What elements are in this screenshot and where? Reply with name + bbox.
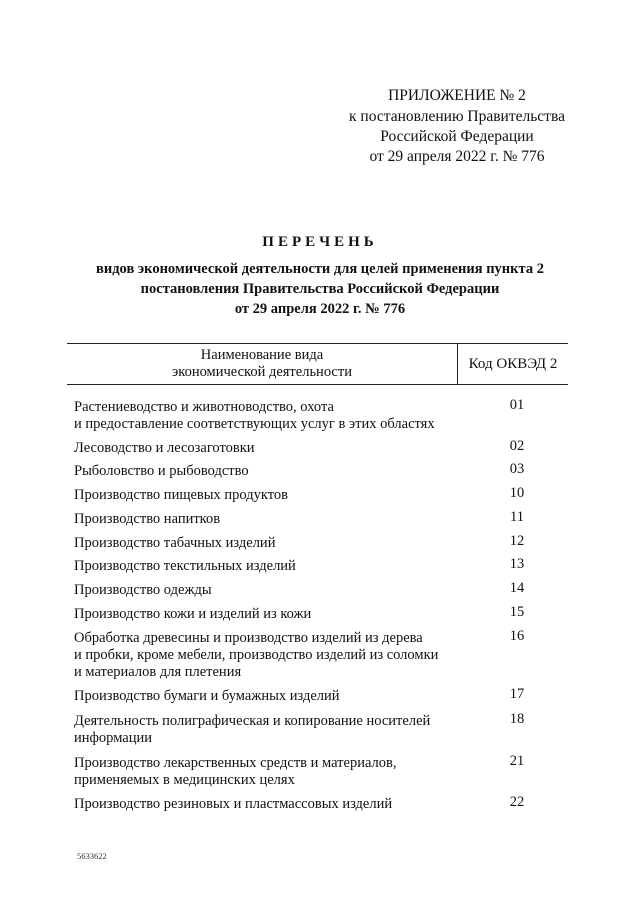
okved-code: 13 <box>509 556 525 572</box>
activity-name: Производство кожи и изделий из кожи <box>74 606 312 622</box>
header-code-cell: Код ОКВЭД 2 <box>468 356 558 372</box>
okved-code: 12 <box>509 533 525 549</box>
activity-name: Производство резиновых и пластмассовых изделий <box>74 796 393 812</box>
activity-name: Производство одежды <box>74 582 212 598</box>
okved-code: 01 <box>509 397 525 413</box>
okved-code: 03 <box>509 461 525 477</box>
activity-name: Производство пищевых продуктов <box>74 487 288 503</box>
appendix-title: ПРИЛОЖЕНИЕ № 2 <box>388 87 526 104</box>
activity-name: Производство текстильных изделий <box>74 558 296 574</box>
okved-code: 15 <box>509 604 525 620</box>
okved-code: 16 <box>509 628 525 644</box>
activity-name: Лесоводство и лесозаготовки <box>74 440 255 456</box>
okved-code: 14 <box>509 580 525 596</box>
okved-code: 21 <box>509 753 525 769</box>
activity-name: Производство бумаги и бумажных изделий <box>74 688 340 704</box>
activity-name: Обработка древесины и производство изделий из дерева и пробки, кроме мебели, производство изделий из соломки и материалов для плетения <box>74 630 439 680</box>
subtitle-line-3: от 29 апреля 2022 г. № 776 <box>234 301 406 317</box>
appendix-line-3: от 29 апреля 2022 г. № 776 <box>369 148 545 165</box>
appendix-line-2: Российской Федерации <box>380 128 534 145</box>
activity-name: Производство напитков <box>74 511 221 527</box>
okved-code: 11 <box>510 509 524 525</box>
activity-name: Производство табачных изделий <box>74 535 276 551</box>
header-name-line-2: экономической деятельности <box>172 364 352 380</box>
activity-name: Деятельность полиграфическая и копирование носителей информации <box>74 713 431 746</box>
activity-name: Производство лекарственных средств и материалов, применяемых в медицинских целях <box>74 755 397 788</box>
okved-code: 17 <box>509 686 525 702</box>
okved-code: 18 <box>509 711 525 727</box>
okved-code: 10 <box>509 485 525 501</box>
activity-name: Рыболовство и рыбоводство <box>74 463 249 479</box>
subtitle-line-1: видов экономической деятельности для целей применения пункта 2 <box>96 261 544 277</box>
header-name-line-1: Наименование вида <box>200 347 324 363</box>
appendix-line-1: к постановлению Правительства <box>349 108 565 125</box>
document-title: ПЕРЕЧЕНЬ <box>262 234 378 250</box>
okved-code: 22 <box>509 794 525 810</box>
activity-name: Растениеводство и животноводство, охота и предоставление соответствующих услуг в этих областях <box>74 399 435 432</box>
subtitle-line-2: постановления Правительства Российской Федерации <box>140 281 500 297</box>
document-number: 5633622 <box>77 851 107 861</box>
okved-code: 02 <box>509 438 525 454</box>
